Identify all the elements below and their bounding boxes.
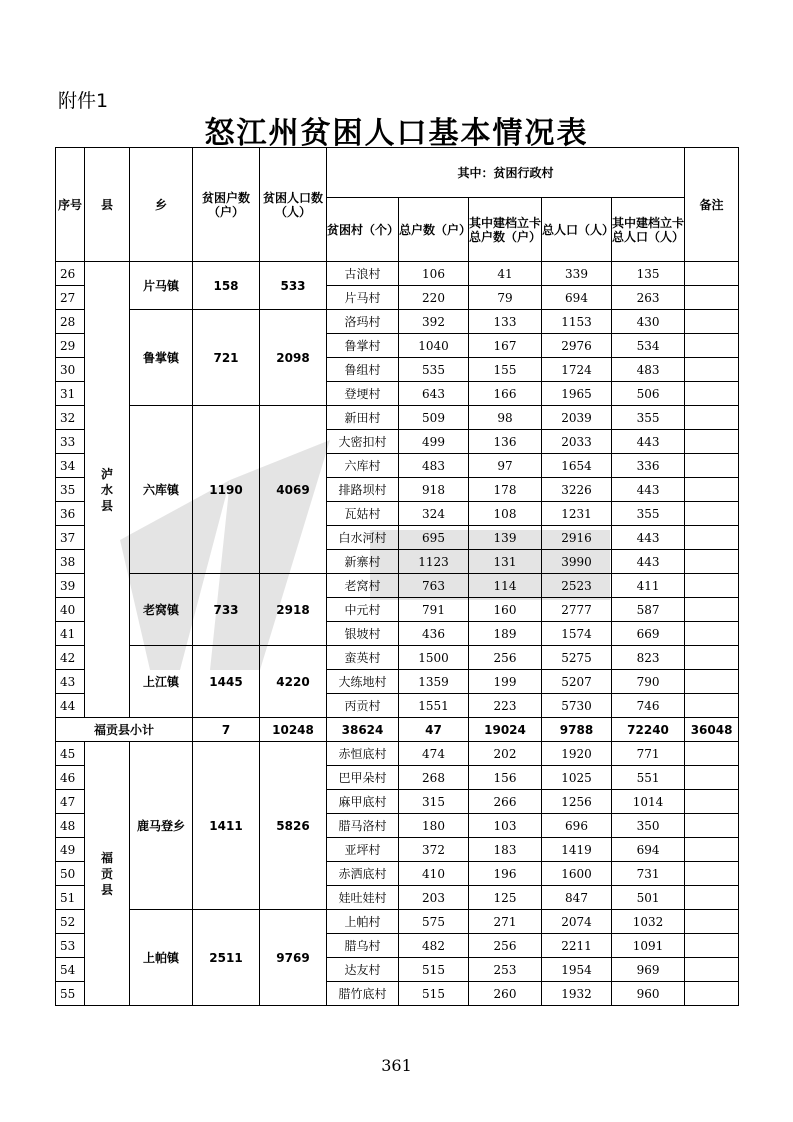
table-row	[56, 742, 739, 766]
table-row	[56, 646, 739, 670]
remarks-cell	[685, 430, 739, 454]
village-name: 娃吐娃村	[327, 886, 399, 910]
total-population: 1724	[542, 358, 612, 382]
total-households: 1359	[399, 670, 469, 694]
township-name: 上江镇	[130, 646, 193, 718]
registered-population: 969	[612, 958, 685, 982]
village-name: 排路坝村	[327, 478, 399, 502]
remarks-cell	[685, 646, 739, 670]
remarks-cell	[685, 286, 739, 310]
header-seq: 序号	[56, 148, 85, 262]
table-row	[56, 262, 739, 286]
registered-population: 551	[612, 766, 685, 790]
remarks-cell	[685, 550, 739, 574]
total-households: 392	[399, 310, 469, 334]
subtotal-population: 10248	[260, 718, 327, 742]
village-name: 大练地村	[327, 670, 399, 694]
row-number: 36	[56, 502, 85, 526]
township-name: 鲁掌镇	[130, 310, 193, 406]
header-poor-population: 贫困人口数（人）	[260, 148, 327, 262]
row-number: 35	[56, 478, 85, 502]
subtotal-total-households: 47	[399, 718, 469, 742]
total-households: 220	[399, 286, 469, 310]
registered-households: 97	[469, 454, 542, 478]
total-population: 1231	[542, 502, 612, 526]
table-row	[56, 310, 739, 334]
row-number: 46	[56, 766, 85, 790]
registered-population: 443	[612, 550, 685, 574]
township-households: 2511	[193, 910, 260, 1006]
row-number: 54	[56, 958, 85, 982]
remarks-cell	[685, 982, 739, 1006]
row-number: 47	[56, 790, 85, 814]
registered-population: 135	[612, 262, 685, 286]
row-number: 39	[56, 574, 85, 598]
row-number: 41	[56, 622, 85, 646]
registered-households: 139	[469, 526, 542, 550]
row-number: 48	[56, 814, 85, 838]
header-poor-villages: 贫困村（个）	[327, 198, 399, 262]
row-number: 49	[56, 838, 85, 862]
total-population: 2523	[542, 574, 612, 598]
registered-population: 960	[612, 982, 685, 1006]
village-name: 古浪村	[327, 262, 399, 286]
total-population: 1025	[542, 766, 612, 790]
registered-population: 731	[612, 862, 685, 886]
township-population: 9769	[260, 910, 327, 1006]
registered-population: 443	[612, 526, 685, 550]
village-name: 六库村	[327, 454, 399, 478]
total-population: 5275	[542, 646, 612, 670]
registered-households: 183	[469, 838, 542, 862]
registered-population: 483	[612, 358, 685, 382]
village-name: 鲁掌村	[327, 334, 399, 358]
registered-households: 108	[469, 502, 542, 526]
village-name: 银坡村	[327, 622, 399, 646]
village-name: 蛮英村	[327, 646, 399, 670]
total-population: 1920	[542, 742, 612, 766]
total-households: 483	[399, 454, 469, 478]
registered-population: 534	[612, 334, 685, 358]
row-number: 51	[56, 886, 85, 910]
total-population: 3990	[542, 550, 612, 574]
village-name: 老窝村	[327, 574, 399, 598]
total-population: 1600	[542, 862, 612, 886]
township-name: 片马镇	[130, 262, 193, 310]
registered-population: 506	[612, 382, 685, 406]
remarks-cell	[685, 670, 739, 694]
township-population: 5826	[260, 742, 327, 910]
township-households: 158	[193, 262, 260, 310]
total-population: 1654	[542, 454, 612, 478]
registered-population: 350	[612, 814, 685, 838]
registered-population: 411	[612, 574, 685, 598]
village-name: 登埂村	[327, 382, 399, 406]
county-cell: 福 贡 县	[85, 742, 130, 1006]
registered-population: 443	[612, 430, 685, 454]
row-number: 34	[56, 454, 85, 478]
township-households: 1445	[193, 646, 260, 718]
registered-households: 155	[469, 358, 542, 382]
total-households: 515	[399, 982, 469, 1006]
remarks-cell	[685, 382, 739, 406]
township-households: 1190	[193, 406, 260, 574]
header-remarks: 备注	[685, 148, 739, 262]
total-population: 1574	[542, 622, 612, 646]
registered-population: 823	[612, 646, 685, 670]
township-households: 1411	[193, 742, 260, 910]
row-number: 33	[56, 430, 85, 454]
registered-population: 587	[612, 598, 685, 622]
header-registered-population: 其中建档立卡总人口（人）	[612, 198, 685, 262]
total-population: 694	[542, 286, 612, 310]
row-number: 26	[56, 262, 85, 286]
row-number: 30	[56, 358, 85, 382]
registered-households: 189	[469, 622, 542, 646]
row-number: 43	[56, 670, 85, 694]
header-poor-households: 贫困户数（户）	[193, 148, 260, 262]
registered-population: 669	[612, 622, 685, 646]
remarks-cell	[685, 454, 739, 478]
total-population: 3226	[542, 478, 612, 502]
registered-households: 103	[469, 814, 542, 838]
village-name: 腊竹底村	[327, 982, 399, 1006]
village-name: 新田村	[327, 406, 399, 430]
registered-population: 430	[612, 310, 685, 334]
total-households: 268	[399, 766, 469, 790]
township-households: 733	[193, 574, 260, 646]
total-households: 410	[399, 862, 469, 886]
total-households: 575	[399, 910, 469, 934]
row-number: 40	[56, 598, 85, 622]
total-households: 436	[399, 622, 469, 646]
registered-households: 160	[469, 598, 542, 622]
registered-population: 1032	[612, 910, 685, 934]
row-number: 27	[56, 286, 85, 310]
total-population: 339	[542, 262, 612, 286]
total-population: 1153	[542, 310, 612, 334]
total-households: 643	[399, 382, 469, 406]
registered-households: 266	[469, 790, 542, 814]
header-registered-households: 其中建档立卡总户数（户）	[469, 198, 542, 262]
document-title: 怒江州贫困人口基本情况表	[204, 116, 589, 151]
remarks-cell	[685, 574, 739, 598]
registered-households: 98	[469, 406, 542, 430]
attachment-label: 附件1	[58, 90, 109, 112]
remarks-cell	[685, 334, 739, 358]
total-population: 696	[542, 814, 612, 838]
registered-population: 1014	[612, 790, 685, 814]
total-population: 2211	[542, 934, 612, 958]
total-households: 763	[399, 574, 469, 598]
remarks-cell	[685, 886, 739, 910]
total-households: 372	[399, 838, 469, 862]
remarks-cell	[685, 526, 739, 550]
registered-households: 166	[469, 382, 542, 406]
township-population: 4069	[260, 406, 327, 574]
total-population: 5207	[542, 670, 612, 694]
total-population: 1954	[542, 958, 612, 982]
village-name: 达友村	[327, 958, 399, 982]
registered-households: 136	[469, 430, 542, 454]
registered-population: 790	[612, 670, 685, 694]
township-population: 4220	[260, 646, 327, 718]
total-population: 2033	[542, 430, 612, 454]
remarks-cell	[685, 310, 739, 334]
remarks-cell	[685, 598, 739, 622]
township-population: 2098	[260, 310, 327, 406]
row-number: 38	[56, 550, 85, 574]
subtotal-remarks: 36048	[685, 718, 739, 742]
registered-households: 253	[469, 958, 542, 982]
total-households: 499	[399, 430, 469, 454]
village-name: 上帕村	[327, 910, 399, 934]
county-cell: 泸 水 县	[85, 262, 130, 718]
registered-population: 501	[612, 886, 685, 910]
total-households: 1500	[399, 646, 469, 670]
row-number: 32	[56, 406, 85, 430]
total-households: 1123	[399, 550, 469, 574]
registered-population: 1091	[612, 934, 685, 958]
row-number: 29	[56, 334, 85, 358]
header-county: 县	[85, 148, 130, 262]
village-name: 鲁组村	[327, 358, 399, 382]
row-number: 52	[56, 910, 85, 934]
registered-population: 771	[612, 742, 685, 766]
registered-population: 355	[612, 502, 685, 526]
total-population: 5730	[542, 694, 612, 718]
remarks-cell	[685, 838, 739, 862]
township-name: 六库镇	[130, 406, 193, 574]
total-population: 2976	[542, 334, 612, 358]
village-name: 腊马洛村	[327, 814, 399, 838]
remarks-cell	[685, 502, 739, 526]
village-name: 中元村	[327, 598, 399, 622]
total-population: 1932	[542, 982, 612, 1006]
village-name: 片马村	[327, 286, 399, 310]
remarks-cell	[685, 406, 739, 430]
row-number: 55	[56, 982, 85, 1006]
registered-population: 355	[612, 406, 685, 430]
total-population: 1256	[542, 790, 612, 814]
registered-households: 196	[469, 862, 542, 886]
registered-households: 223	[469, 694, 542, 718]
total-households: 791	[399, 598, 469, 622]
village-name: 丙贡村	[327, 694, 399, 718]
remarks-cell	[685, 742, 739, 766]
poverty-table	[55, 147, 739, 1006]
village-name: 白水河村	[327, 526, 399, 550]
registered-households: 167	[469, 334, 542, 358]
total-population: 2916	[542, 526, 612, 550]
total-households: 695	[399, 526, 469, 550]
page-number: 361	[381, 1056, 412, 1075]
row-number: 42	[56, 646, 85, 670]
village-name: 巴甲朵村	[327, 766, 399, 790]
row-number: 45	[56, 742, 85, 766]
registered-households: 79	[469, 286, 542, 310]
village-name: 洛玛村	[327, 310, 399, 334]
subtotal-registered-population: 72240	[612, 718, 685, 742]
table-row	[56, 406, 739, 430]
remarks-cell	[685, 694, 739, 718]
registered-households: 256	[469, 934, 542, 958]
subtotal-total-population: 9788	[542, 718, 612, 742]
registered-households: 41	[469, 262, 542, 286]
subtotal-poor-villages: 38624	[327, 718, 399, 742]
township-name: 老窝镇	[130, 574, 193, 646]
total-households: 474	[399, 742, 469, 766]
total-population: 1965	[542, 382, 612, 406]
registered-population: 746	[612, 694, 685, 718]
header-total-households: 总户数（户）	[399, 198, 469, 262]
village-name: 腊乌村	[327, 934, 399, 958]
header-group: 其中：贫困行政村	[327, 148, 685, 198]
remarks-cell	[685, 862, 739, 886]
village-name: 大密扣村	[327, 430, 399, 454]
township-population: 2918	[260, 574, 327, 646]
village-name: 赤恒底村	[327, 742, 399, 766]
registered-population: 263	[612, 286, 685, 310]
total-households: 203	[399, 886, 469, 910]
registered-households: 202	[469, 742, 542, 766]
total-population: 1419	[542, 838, 612, 862]
registered-households: 178	[469, 478, 542, 502]
remarks-cell	[685, 766, 739, 790]
total-households: 515	[399, 958, 469, 982]
table-row	[56, 910, 739, 934]
registered-population: 443	[612, 478, 685, 502]
subtotal-households: 7	[193, 718, 260, 742]
total-households: 315	[399, 790, 469, 814]
total-households: 180	[399, 814, 469, 838]
total-households: 324	[399, 502, 469, 526]
remarks-cell	[685, 358, 739, 382]
registered-households: 199	[469, 670, 542, 694]
row-number: 37	[56, 526, 85, 550]
row-number: 28	[56, 310, 85, 334]
registered-households: 156	[469, 766, 542, 790]
registered-households: 131	[469, 550, 542, 574]
total-households: 509	[399, 406, 469, 430]
remarks-cell	[685, 622, 739, 646]
remarks-cell	[685, 790, 739, 814]
remarks-cell	[685, 478, 739, 502]
township-name: 上帕镇	[130, 910, 193, 1006]
total-population: 2039	[542, 406, 612, 430]
table-row	[56, 574, 739, 598]
total-population: 2777	[542, 598, 612, 622]
row-number: 44	[56, 694, 85, 718]
registered-households: 125	[469, 886, 542, 910]
total-households: 106	[399, 262, 469, 286]
row-number: 53	[56, 934, 85, 958]
township-population: 533	[260, 262, 327, 310]
header-total-population: 总人口（人）	[542, 198, 612, 262]
row-number: 31	[56, 382, 85, 406]
registered-households: 260	[469, 982, 542, 1006]
total-households: 1551	[399, 694, 469, 718]
subtotal-label: 福贡县小计	[56, 718, 193, 742]
village-name: 瓦姑村	[327, 502, 399, 526]
village-name: 新寨村	[327, 550, 399, 574]
total-population: 847	[542, 886, 612, 910]
registered-households: 114	[469, 574, 542, 598]
total-households: 482	[399, 934, 469, 958]
remarks-cell	[685, 934, 739, 958]
village-name: 亚坪村	[327, 838, 399, 862]
total-population: 2074	[542, 910, 612, 934]
remarks-cell	[685, 910, 739, 934]
remarks-cell	[685, 814, 739, 838]
township-name: 鹿马登乡	[130, 742, 193, 910]
total-households: 535	[399, 358, 469, 382]
registered-population: 336	[612, 454, 685, 478]
header-township: 乡	[130, 148, 193, 262]
village-name: 麻甲底村	[327, 790, 399, 814]
registered-households: 271	[469, 910, 542, 934]
total-households: 1040	[399, 334, 469, 358]
subtotal-row	[56, 718, 739, 742]
total-households: 918	[399, 478, 469, 502]
remarks-cell	[685, 262, 739, 286]
registered-population: 694	[612, 838, 685, 862]
row-number: 50	[56, 862, 85, 886]
remarks-cell	[685, 958, 739, 982]
subtotal-registered-households: 19024	[469, 718, 542, 742]
township-households: 721	[193, 310, 260, 406]
village-name: 赤洒底村	[327, 862, 399, 886]
registered-households: 133	[469, 310, 542, 334]
registered-households: 256	[469, 646, 542, 670]
